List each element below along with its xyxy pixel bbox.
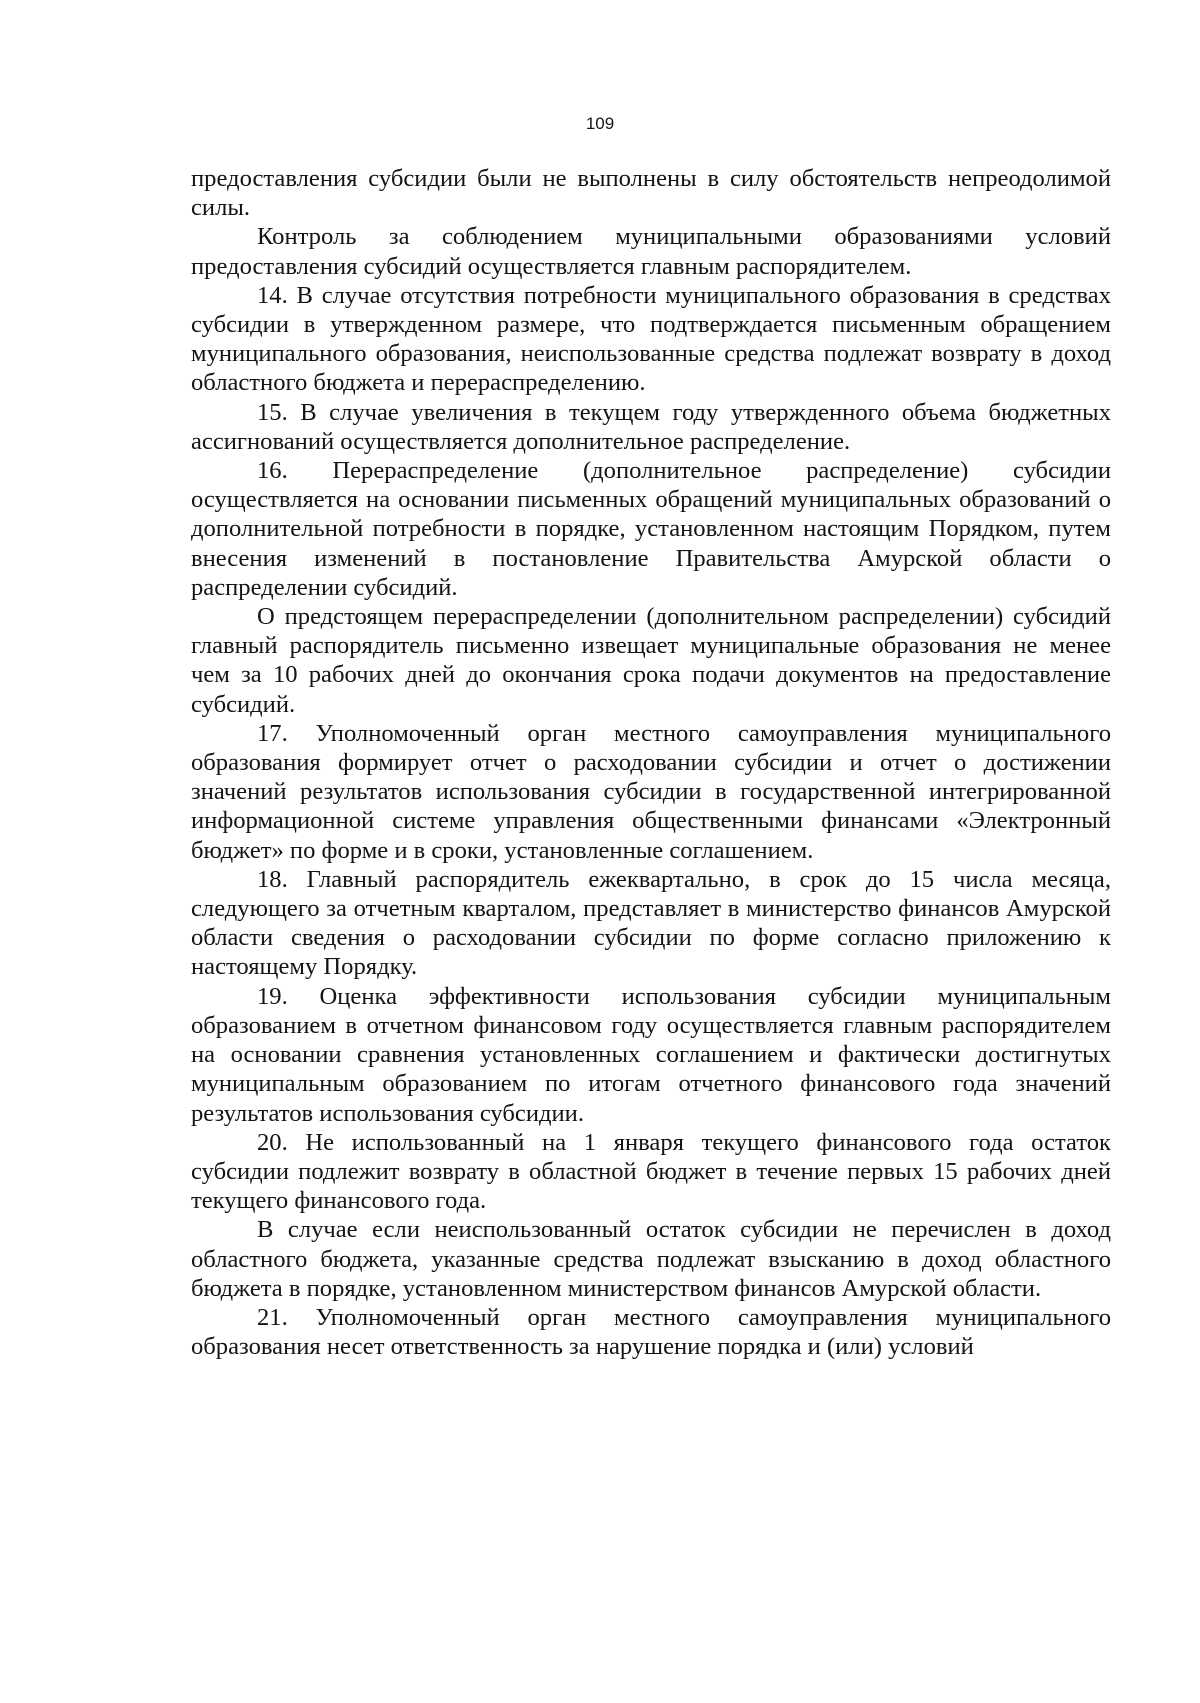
- paragraph: 19. Оценка эффективности использования субсидии муниципальным образованием в отчетном финансовом году осуществляется главным распорядителем на основании сравнения установленных соглашением и фактически достигнутых муниципальным образованием по итогам отчетного финансового года значений результатов использования субсидии.: [191, 982, 1111, 1127]
- paragraph: 15. В случае увеличения в текущем году утвержденного объема бюджетных ассигнований осуществляется дополнительное распределение.: [191, 398, 1111, 455]
- page-number: 109: [585, 114, 615, 133]
- paragraph: предоставления субсидии были не выполнены в силу обстоятельств непреодолимой силы.: [191, 165, 1111, 222]
- paragraph: В случае если неиспользованный остаток субсидии не перечислен в доход областного бюджета, указанные средства подлежат взысканию в доход областного бюджета в порядке, установленном министерством финансов Амурской области.: [191, 1216, 1111, 1302]
- paragraph: О предстоящем перераспределении (дополнительном распределении) субсидий главный распорядитель письменно извещает муниципальные образования не менее чем за 10 рабочих дней до окончания срока подачи документов на предоставление субсидий.: [191, 603, 1111, 718]
- paragraph: 18. Главный распорядитель ежеквартально, в срок до 15 числа месяца, следующего за отчетным кварталом, представляет в министерство финансов Амурской области сведения о расходовании субсидии по форме согласно приложению к настоящему Порядку.: [191, 865, 1111, 981]
- document-body: [191, 164, 1111, 1361]
- paragraph: 16. Перераспределение (дополнительное распределение) субсидии осуществляется на основании письменных обращений муниципальных образований о дополнительной потребности в порядке, установленном настоящим Порядком, путем внесения изменений в постановление Правительства Амурской области о распределении субсидий.: [191, 457, 1111, 601]
- paragraph: 21. Уполномоченный орган местного самоуправления муниципального образования несет ответственность за нарушение порядка и (или) условий: [191, 1303, 1111, 1361]
- paragraph: 14. В случае отсутствия потребности муниципального образования в средствах субсидии в утвержденном размере, что подтверждается письменным обращением муниципального образования, неиспользованные средства подлежат возврату в доход областного бюджета и перераспределению.: [191, 281, 1111, 397]
- paragraph: 20. Не использованный на 1 января текущего финансового года остаток субсидии подлежит возврату в областной бюджет в течение первых 15 рабочих дней текущего финансового года.: [191, 1128, 1111, 1215]
- paragraph: 17. Уполномоченный орган местного самоуправления муниципального образования формирует отчет о расходовании субсидии и отчет о достижении значений результатов использования субсидии в государственной интегрированной информационной системе управления общественными финансами «Электронный бюджет» по форме и в сроки, установленные соглашением.: [191, 719, 1111, 864]
- paragraph: Контроль за соблюдением муниципальными образованиями условий предоставления субсидий осуществляется главным распорядителем.: [191, 223, 1111, 280]
